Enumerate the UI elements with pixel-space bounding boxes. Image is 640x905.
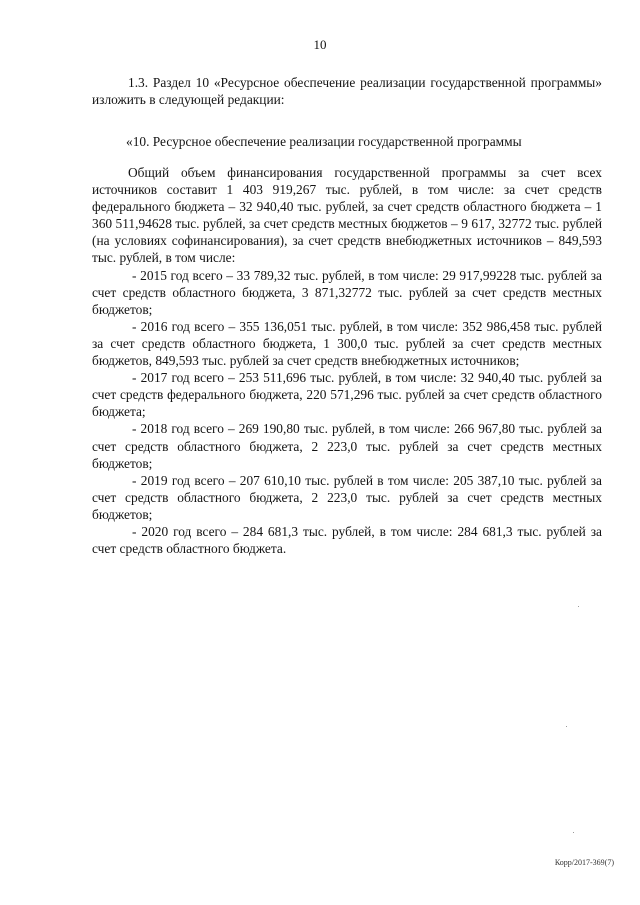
scan-speck	[578, 606, 579, 607]
year-item-2016: - 2016 год всего – 355 136,051 тыс. рублей, в том числе: 352 986,458 тыс. рублей за счет средств областного бюджета, 1 300,0 тыс. рублей за счет средств местных бюджетов, 849,593 тыс. рублей за счет средств внебюджетных источников;	[92, 318, 602, 369]
page-number: 10	[313, 37, 327, 52]
amendment-intro	[92, 74, 602, 108]
year-item-2019: - 2019 год всего – 207 610,10 тыс. рублей в том числе: 205 387,10 тыс. рублей за счет средств областного бюджета, 2 223,0 тыс. рублей за счет средств местных бюджетов;	[92, 472, 602, 522]
year-item-2017: - 2017 год всего – 253 511,696 тыс. рублей, в том числе: 32 940,40 тыс. рублей за счет средств федерального бюджета, 220 571,296 тыс. рублей за счет средств областного бюджета;	[92, 370, 602, 420]
section-heading: «10. Ресурсное обеспечение реализации государственной программы	[126, 134, 522, 149]
scan-speck	[573, 832, 574, 833]
financing-section	[92, 164, 602, 557]
summary-paragraph: Общий объем финансирования государственной программы за счет всех источников составит 1 403 919,267 тыс. рублей, в том числе: за счет средств федерального бюджета – 32 940,40 тыс. рублей, за счет средств областного бюджета – 1 360 511,94628 тыс. рублей, за счет средств местных бюджетов – 9 617, 32772 тыс. рублей (на условиях софинансирования), за счет средств внебюджетных источников – 849,593 тыс. рублей, в том числе:	[92, 165, 602, 266]
intro-paragraph: 1.3. Раздел 10 «Ресурсное обеспечение реализации государственной программы» изложить в следующей редакции:	[92, 75, 602, 108]
document-code: Корр/2017-369(7)	[554, 858, 614, 867]
year-item-2015: - 2015 год всего – 33 789,32 тыс. рублей, в том числе: 29 917,99228 тыс. рублей за счет средств областного бюджета, 3 871,32772 тыс. рублей за счет средств местных бюджетов;	[92, 267, 602, 317]
scan-speck	[566, 726, 567, 727]
year-item-2020: - 2020 год всего – 284 681,3 тыс. рублей, в том числе: 284 681,3 тыс. рублей за счет средств областного бюджета.	[92, 523, 602, 557]
year-item-2018: - 2018 год всего – 269 190,80 тыс. рублей, в том числе: 266 967,80 тыс. рублей за счет средств областного бюджета, 2 223,0 тыс. рублей за счет средств местных бюджетов;	[92, 421, 602, 471]
